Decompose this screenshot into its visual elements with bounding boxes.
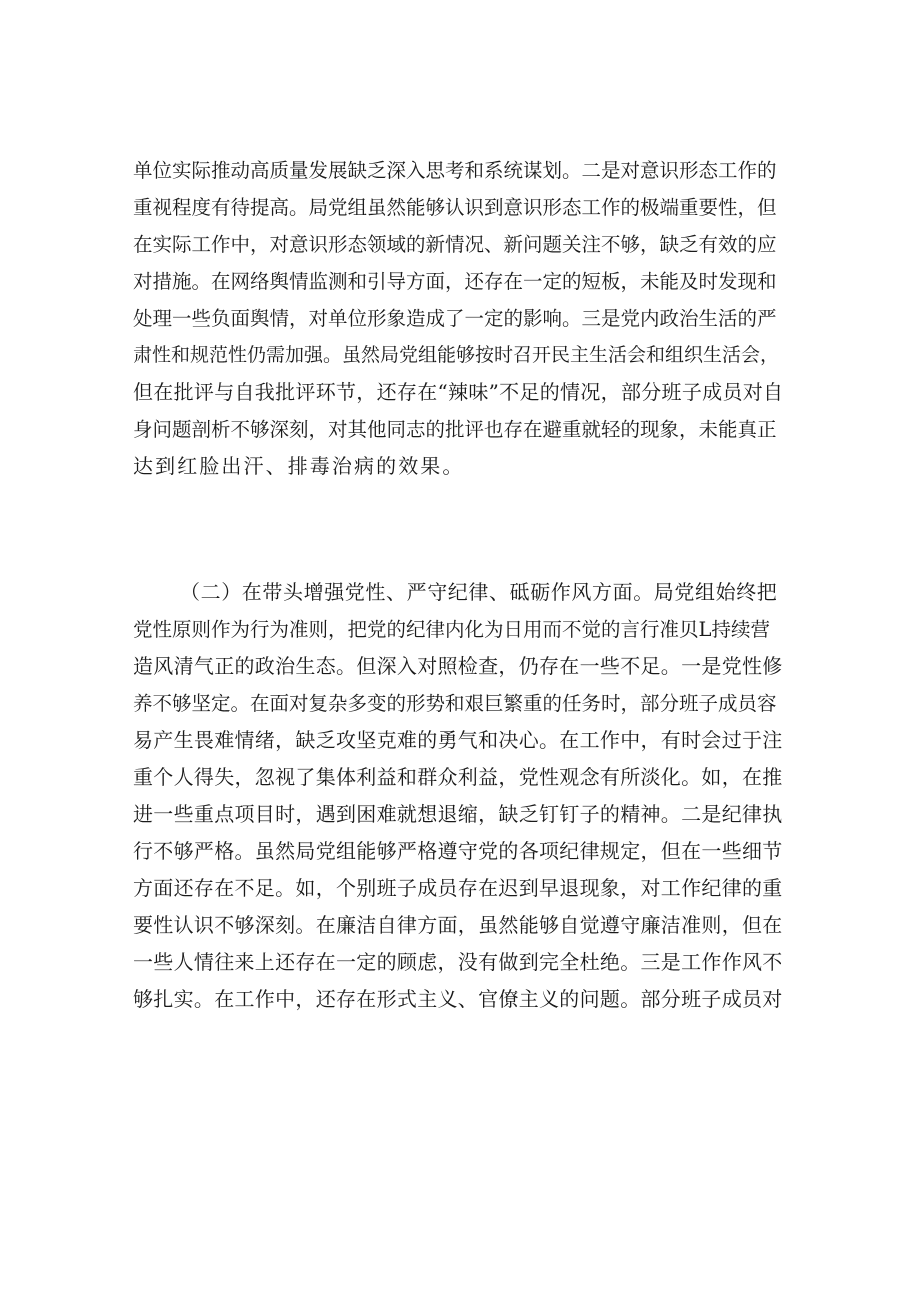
text-line: 重个人得失，忽视了集体利益和群众利益，党性观念有所淡化。如，在推	[133, 765, 783, 789]
text-line: 造风清气正的政治生态。但深入对照检查，仍存在一些不足。一是党性修	[133, 654, 783, 678]
text-line: 易产生畏难情绪，缺乏攻坚克难的勇气和决心。在工作中，有时会过于注	[133, 728, 783, 752]
paragraph-2	[133, 574, 783, 1018]
text-line: 够扎实。在工作中，还存在形式主义、官僚主义的问题。部分班子成员对	[133, 987, 783, 1011]
text-line: 对措施。在网络舆情监测和引导方面，还存在一定的短板，未能及时发现和	[133, 270, 777, 293]
text-line: 肃性和规范性仍需加强。虽然局党组能够按时召开民主生活会和组织生活会，	[133, 344, 780, 366]
text-line: 进一些重点项目时，遇到困难就想退缩，缺乏钉钉子的精神。二是纪律执	[133, 802, 783, 826]
text-line: 行不够严格。虽然局党组能够严格遵守党的各项纪律规定，但在一些细节	[133, 839, 783, 863]
text-line: 单位实际推动高质量发展缺乏深入思考和系统谋划。二是对意识形态工作的	[133, 159, 777, 182]
text-line: 身问题剖析不够深刻，对其他同志的批评也存在避重就轻的现象，未能真正	[133, 418, 777, 441]
text-line: 在实际工作中，对意识形态领域的新情况、新问题关注不够，缺乏有效的应	[133, 233, 777, 256]
paragraph-1	[133, 152, 783, 485]
text-line: （二）在带头增强党性、严守纪律、砥砺作风方面。局党组始终把	[180, 580, 778, 604]
text-line: 养不够坚定。在面对复杂多变的形势和艰巨繁重的任务时，部分班子成员容	[133, 692, 777, 715]
text-line: 处理一些负面舆情，对单位形象造成了一定的影响。三是党内政治生活的严	[133, 307, 777, 330]
text-line: 重视程度有待提高。局党组虽然能够认识到意识形态工作的极端重要性，但	[133, 196, 777, 219]
text-line: 但在批评与自我批评环节，还存在“辣味”不足的情况，部分班子成员对自	[133, 380, 784, 404]
text-line: 达到红脸出汗、排毒治病的效果。	[133, 454, 465, 478]
text-line: 一些人情往来上还存在一定的顾虑，没有做到完全杜绝。三是工作作风不	[133, 950, 783, 974]
text-line: 党性原则作为行为准则，把党的纪律内化为日用而不觉的言行准贝L持续营	[133, 618, 770, 641]
text-line: 要性认识不够深刻。在廉洁自律方面，虽然能够自觉遵守廉洁准则，但在	[133, 913, 783, 937]
text-line: 方面还存在不足。如，个别班子成员存在迟到早退现象，对工作纪律的重	[133, 876, 783, 900]
